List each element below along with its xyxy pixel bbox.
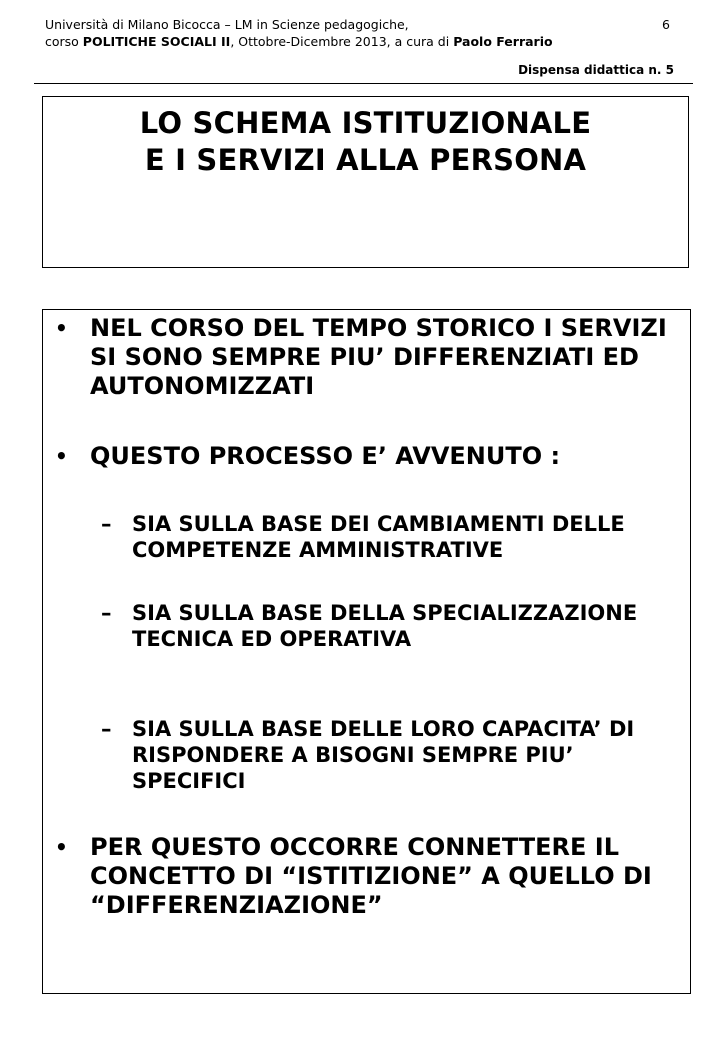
page-header bbox=[45, 16, 675, 50]
header-author: Paolo Ferrario bbox=[453, 34, 553, 49]
header-university-line: Università di Milano Bicocca – LM in Scienze pedagogiche, bbox=[45, 17, 409, 32]
slide-title-line-2: E I SERVIZI ALLA PERSONA bbox=[144, 143, 587, 177]
sub-item-text: SIA SULLA BASE DELLA SPECIALIZZAZIONE TECNICA ED OPERATIVA bbox=[132, 601, 638, 651]
dash-icon: – bbox=[101, 601, 112, 625]
sub-item bbox=[43, 716, 690, 794]
content-slide bbox=[42, 309, 691, 994]
page-number: 6 bbox=[662, 17, 670, 32]
bullet-icon: • bbox=[55, 316, 68, 340]
header-course-prefix: corso bbox=[45, 34, 83, 49]
bullet-item bbox=[43, 833, 690, 920]
header-divider bbox=[34, 83, 693, 84]
sub-item-text: SIA SULLA BASE DELLE LORO CAPACITA’ DI RISPONDERE A BISOGNI SEMPRE PIU’ SPECIFICI bbox=[132, 717, 635, 793]
slide-title bbox=[43, 105, 688, 179]
dispensa-label: Dispensa didattica n. 5 bbox=[518, 63, 674, 77]
bullet-text: NEL CORSO DEL TEMPO STORICO I SERVIZI SI SONO SEMPRE PIU’ DIFFERENZIATI ED AUTONOMIZZATI bbox=[90, 314, 667, 400]
title-slide bbox=[42, 96, 689, 268]
slide-title-line-1: LO SCHEMA ISTITUZIONALE bbox=[139, 106, 592, 140]
dash-icon: – bbox=[101, 717, 112, 741]
bullet-text: PER QUESTO OCCORRE CONNETTERE IL CONCETTO DI “ISTITIZIONE” A QUELLO DI “DIFFERENZIAZIONE” bbox=[90, 833, 652, 919]
sub-item bbox=[43, 511, 690, 563]
header-course-line bbox=[45, 33, 675, 50]
bullet-text: QUESTO PROCESSO E’ AVVENUTO : bbox=[90, 442, 561, 470]
sub-item-text: SIA SULLA BASE DEI CAMBIAMENTI DELLE COMPETENZE AMMINISTRATIVE bbox=[132, 512, 625, 562]
bullet-icon: • bbox=[55, 835, 68, 859]
header-course-name: POLITICHE SOCIALI II bbox=[82, 34, 231, 49]
bullet-item bbox=[43, 314, 690, 401]
bullet-icon: • bbox=[55, 444, 68, 468]
dash-icon: – bbox=[101, 512, 112, 536]
bullet-item bbox=[43, 442, 690, 471]
sub-item bbox=[43, 600, 690, 652]
header-course-dates: , Ottobre-Dicembre 2013, a cura di bbox=[230, 34, 454, 49]
